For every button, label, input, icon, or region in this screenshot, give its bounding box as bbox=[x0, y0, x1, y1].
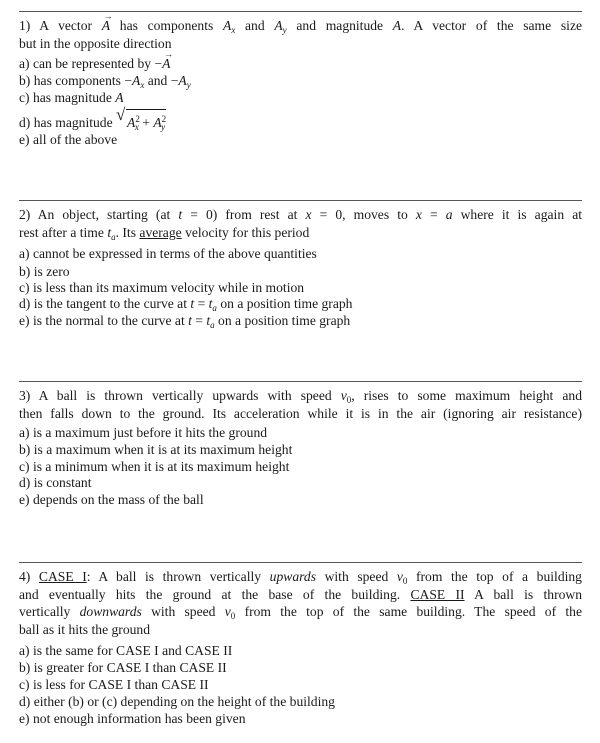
emphasized-text: upwards bbox=[269, 569, 316, 584]
question-stem-line bbox=[19, 35, 582, 52]
stem-text: : A ball is thrown vertically bbox=[86, 569, 270, 584]
stem-text: rest after a time bbox=[19, 225, 108, 240]
option-c[interactable] bbox=[19, 279, 582, 296]
option-label: c) bbox=[19, 677, 30, 692]
superscript: 2 bbox=[161, 114, 167, 124]
option-text: either (b) or (c) depending on the height of the building bbox=[33, 694, 335, 709]
case-label: CASE II bbox=[410, 587, 465, 602]
stem-text: vertically bbox=[19, 604, 80, 619]
option-label: a) bbox=[19, 425, 30, 440]
question-number: 3) bbox=[19, 388, 31, 403]
option-text: and − bbox=[144, 73, 179, 88]
option-b[interactable] bbox=[19, 263, 582, 280]
stem-text: with speed bbox=[316, 569, 397, 584]
math-symbol: A bbox=[392, 18, 402, 33]
stem-text: and bbox=[235, 18, 275, 33]
math-symbol: t bbox=[188, 313, 192, 328]
case-label: CASE I bbox=[38, 569, 87, 584]
option-text: is zero bbox=[33, 264, 70, 279]
stem-text: = 0) from rest at bbox=[182, 207, 306, 222]
math-symbol: A bbox=[127, 115, 136, 130]
option-text: is a maximum just before it hits the ground bbox=[32, 425, 268, 440]
option-text: is the normal to the curve at bbox=[32, 313, 189, 328]
question-stem-line bbox=[19, 621, 582, 638]
option-label: b) bbox=[19, 73, 31, 88]
subscript: a bbox=[111, 232, 116, 242]
subscript: 0 bbox=[346, 395, 352, 405]
option-a[interactable] bbox=[19, 424, 582, 441]
option-text: is a minimum when it is at its maximum height bbox=[32, 459, 290, 474]
math-symbol: A bbox=[274, 18, 283, 33]
question-stem-line bbox=[19, 586, 582, 603]
math-symbol: A bbox=[115, 90, 124, 105]
option-text: not enough information has been given bbox=[32, 711, 246, 726]
stem-text: with speed bbox=[141, 604, 225, 619]
math-symbol: A bbox=[178, 73, 187, 88]
math-symbol: x bbox=[305, 207, 312, 222]
option-label: e) bbox=[19, 492, 30, 507]
stem-text: where it is again at bbox=[452, 207, 583, 222]
question-stem-line bbox=[19, 224, 582, 246]
option-a[interactable] bbox=[19, 642, 582, 659]
option-e[interactable] bbox=[19, 312, 582, 334]
superscript: 2 bbox=[135, 114, 140, 124]
math-symbol: v bbox=[396, 569, 403, 584]
stem-text: has components bbox=[110, 18, 223, 33]
option-text: = bbox=[191, 313, 207, 328]
subscript: 0 bbox=[402, 576, 408, 586]
math-symbol: t bbox=[208, 296, 213, 311]
subscript: y bbox=[161, 122, 166, 132]
question-stem-line bbox=[19, 206, 582, 223]
subscript: y bbox=[186, 80, 191, 90]
option-label: a) bbox=[19, 643, 30, 658]
option-label: d) bbox=[19, 296, 31, 311]
math-symbol: v bbox=[340, 388, 347, 403]
question-divider bbox=[19, 381, 582, 382]
option-text: has magnitude bbox=[33, 115, 117, 130]
option-label: b) bbox=[19, 442, 31, 457]
option-c[interactable] bbox=[19, 89, 582, 106]
option-label: c) bbox=[19, 90, 30, 105]
question-number: 2) bbox=[19, 207, 31, 222]
math-symbol: t bbox=[178, 207, 183, 222]
stem-text: then falls down to the ground. Its acceleration while it is in the air (ignoring air resistance) bbox=[19, 406, 582, 421]
math-symbol: t bbox=[206, 313, 211, 328]
option-d[interactable] bbox=[19, 693, 582, 710]
subscript: x bbox=[140, 80, 145, 90]
option-d[interactable] bbox=[19, 474, 582, 491]
option-text: = bbox=[194, 296, 209, 311]
option-text: cannot be expressed in terms of the above quantities bbox=[32, 246, 317, 261]
option-label: e) bbox=[19, 313, 30, 328]
option-label: d) bbox=[19, 475, 31, 490]
question-number: 1) bbox=[19, 18, 31, 33]
option-text: is the tangent to the curve at bbox=[33, 296, 191, 311]
vector-symbol: → A bbox=[162, 55, 170, 72]
stem-text: A vector bbox=[39, 18, 102, 33]
stem-text: An object, starting (at bbox=[37, 207, 179, 222]
option-label: d) bbox=[19, 694, 31, 709]
question-number: 4) bbox=[19, 569, 31, 584]
stem-text: and eventually hits the ground at the base of the building. bbox=[19, 587, 411, 602]
stem-text: = bbox=[421, 207, 446, 222]
option-text: is greater for CASE I than CASE II bbox=[33, 660, 227, 675]
stem-text: velocity for this period bbox=[181, 225, 310, 240]
emphasized-text: downwards bbox=[79, 604, 142, 619]
stem-text: , rises to some maximum height and bbox=[351, 388, 582, 403]
stem-text: A ball is thrown vertically upwards with speed bbox=[38, 388, 341, 403]
option-c[interactable] bbox=[19, 676, 582, 693]
option-label: b) bbox=[19, 264, 31, 279]
option-label: c) bbox=[19, 459, 30, 474]
stem-text: ball as it hits the ground bbox=[19, 622, 151, 637]
option-text: is a maximum when it is at its maximum height bbox=[33, 442, 293, 457]
option-a[interactable] bbox=[19, 55, 582, 72]
vector-symbol: → A bbox=[102, 17, 110, 34]
math-symbol: v bbox=[224, 604, 231, 619]
option-text: can be represented by − bbox=[32, 56, 163, 71]
subscript: x bbox=[134, 122, 139, 132]
stem-text: A ball is thrown bbox=[464, 587, 583, 602]
option-e[interactable] bbox=[19, 710, 582, 727]
emphasized-text: average bbox=[139, 225, 182, 240]
option-text: on a position time graph bbox=[216, 296, 353, 311]
radical-sign-icon: √ bbox=[116, 105, 126, 124]
stem-text: from the top of the same building. The speed of the bbox=[235, 604, 582, 619]
option-label: a) bbox=[19, 246, 30, 261]
option-text: + bbox=[138, 115, 154, 130]
option-b[interactable] bbox=[19, 441, 582, 458]
stem-text: . A vector of the same size bbox=[401, 18, 583, 33]
math-symbol: a bbox=[445, 207, 453, 222]
stem-text: but in the opposite direction bbox=[19, 36, 172, 51]
option-label: d) bbox=[19, 115, 31, 130]
subscript: a bbox=[212, 303, 217, 313]
math-symbol: t bbox=[190, 296, 195, 311]
stem-text: and magnitude bbox=[286, 18, 393, 33]
option-text: is the same for CASE I and CASE II bbox=[32, 643, 233, 658]
option-text: is less than its maximum velocity while in motion bbox=[32, 280, 305, 295]
option-e[interactable] bbox=[19, 131, 582, 148]
option-label: e) bbox=[19, 711, 30, 726]
option-e[interactable] bbox=[19, 491, 582, 508]
option-text: on a position time graph bbox=[214, 313, 351, 328]
option-label: e) bbox=[19, 132, 30, 147]
math-symbol: t bbox=[107, 225, 112, 240]
option-text: is less for CASE I than CASE II bbox=[32, 677, 209, 692]
math-symbol: A bbox=[153, 115, 162, 130]
subscript: x bbox=[231, 25, 236, 35]
subscript: a bbox=[210, 320, 215, 330]
question-divider bbox=[19, 562, 582, 563]
question-divider bbox=[19, 200, 582, 201]
option-text: depends on the mass of the ball bbox=[32, 492, 204, 507]
stem-text: from the top of a building bbox=[407, 569, 582, 584]
option-text: is constant bbox=[33, 475, 92, 490]
option-label: b) bbox=[19, 660, 31, 675]
option-c[interactable] bbox=[19, 458, 582, 475]
option-a[interactable] bbox=[19, 245, 582, 262]
option-text: has magnitude bbox=[32, 90, 116, 105]
subscript: 0 bbox=[230, 611, 236, 621]
stem-text: = 0, moves to bbox=[311, 207, 416, 222]
math-symbol: A bbox=[223, 18, 232, 33]
question-stem-line bbox=[19, 405, 582, 422]
option-text: all of the above bbox=[32, 132, 118, 147]
option-b[interactable] bbox=[19, 659, 582, 676]
option-text: has components − bbox=[33, 73, 133, 88]
option-label: a) bbox=[19, 56, 30, 71]
subscript: y bbox=[282, 25, 287, 35]
math-symbol: A bbox=[132, 73, 141, 88]
stem-text: . Its bbox=[115, 225, 140, 240]
option-label: c) bbox=[19, 280, 30, 295]
math-symbol: x bbox=[415, 207, 422, 222]
